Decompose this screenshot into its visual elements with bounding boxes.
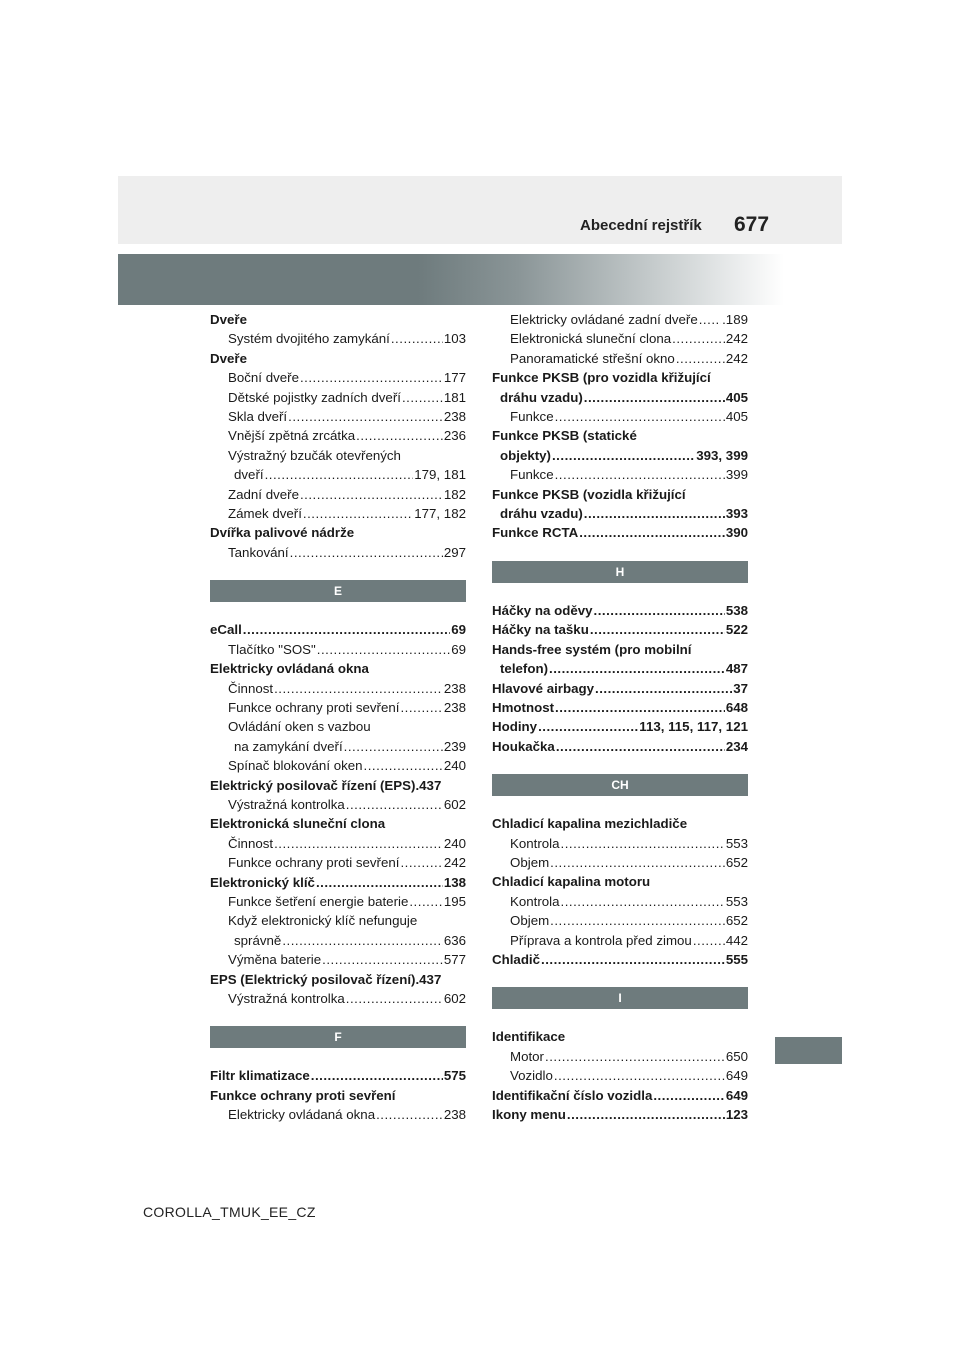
index-heading: objekty) ..... 393, 399: [492, 446, 748, 465]
index-heading: Hodiny ..... 113, 115, 117, 121: [492, 717, 748, 736]
letter-divider-h: H: [492, 561, 748, 583]
index-heading: Identifikace: [492, 1029, 566, 1045]
index-heading: Dveře: [210, 312, 247, 327]
index-entry: Objem ..... 652: [492, 853, 748, 872]
index-heading: Hlavové airbagy ..... 37: [492, 679, 748, 698]
index-heading: Funkce PKSB (pro vozidla křižující: [492, 370, 711, 386]
index-heading: dráhu vzadu) ..... 393: [492, 504, 748, 523]
index-heading: telefon) ..... 487: [492, 659, 748, 678]
index-entry: Výstražná kontrolka ..... 602: [210, 795, 466, 814]
index-heading: Dvířka palivové nádrže: [210, 525, 355, 541]
index-entry: Tlačítko "SOS" ..... 69: [210, 640, 466, 659]
header-gradient-bar: [118, 254, 784, 305]
index-entry: Příprava a kontrola před zimou ..... 442: [492, 931, 748, 950]
index-entry: Dětské pojistky zadních dveří ..... 181: [210, 388, 466, 407]
index-entry: Kontrola ..... 553: [492, 834, 748, 853]
index-heading: Elektrický posilovač řízení (EPS) .437: [210, 777, 442, 793]
letter-divider-i: I: [492, 987, 748, 1009]
index-entry: Funkce ochrany proti sevření ..... 238: [210, 698, 466, 717]
index-entry: Funkce ..... 405: [492, 407, 748, 426]
index-entry: Elektronická sluneční clona ..... 242: [492, 329, 748, 348]
index-entry: Funkce ..... 399: [492, 465, 748, 484]
index-heading: Funkce PKSB (vozidla křižující: [492, 486, 686, 502]
index-heading: eCall ..... 69: [210, 620, 466, 639]
section-title: Abecední rejstřík: [580, 217, 702, 234]
index-entry: Výstražná kontrolka ..... 602: [210, 989, 466, 1008]
letter-divider-ch: CH: [492, 774, 748, 796]
document-code: COROLLA_TMUK_EE_CZ: [143, 1204, 316, 1220]
index-entry: Když elektronický klíč nefunguje: [228, 913, 418, 929]
index-entry: Ovládání oken s vazbou: [228, 719, 371, 735]
page-number: 677: [734, 213, 770, 236]
index-heading: Elektronická sluneční clona: [210, 816, 386, 832]
index-heading: Filtr klimatizace ..... 575: [210, 1066, 466, 1085]
index-entry: Vnější zpětná zrcátka ..... 236: [210, 426, 466, 445]
index-entry: Vozidlo ..... 649: [492, 1066, 748, 1085]
index-entry: Funkce šetření energie baterie ..... 195: [210, 892, 466, 911]
index-heading: Chladicí kapalina motoru: [492, 874, 651, 890]
index-entry: Činnost ..... 240: [210, 834, 466, 853]
index-entry: Panoramatické střešní okno ..... 242: [492, 349, 748, 368]
index-entry: Systém dvojitého zamykání ..... 103: [210, 329, 466, 348]
index-entry: Zámek dveří ..... 177, 182: [210, 504, 466, 523]
index-entry: Elektricky ovládaná okna ..... 238: [210, 1105, 466, 1124]
index-heading: Funkce RCTA ..... 390: [492, 523, 748, 542]
index-heading: dráhu vzadu) ..... 405: [492, 388, 748, 407]
index-heading: Funkce PKSB (statické: [492, 428, 637, 444]
index-entry: Boční dveře ..... 177: [210, 368, 466, 387]
index-entry: na zamykání dveří ..... 239: [210, 737, 466, 756]
index-entry: Tankování ..... 297: [210, 543, 466, 562]
index-heading: Ikony menu ..... 123: [492, 1105, 748, 1124]
index-entry: Spínač blokování oken ..... 240: [210, 756, 466, 775]
index-entry: správně ..... 636: [210, 931, 466, 950]
index-entry: Výstražný bzučák otevřených: [228, 447, 401, 463]
index-heading: Funkce ochrany proti sevření: [210, 1087, 396, 1103]
letter-divider-f: F: [210, 1026, 466, 1048]
letter-divider-e: E: [210, 580, 466, 602]
index-heading: Elektronický klíč ..... 138: [210, 873, 466, 892]
index-heading: Elektricky ovládaná okna: [210, 661, 369, 677]
index-entry: Skla dveří ..... 238: [210, 407, 466, 426]
index-heading: Hmotnost ..... 648: [492, 698, 748, 717]
index-heading: Hands-free systém (pro mobilní: [492, 641, 692, 657]
index-heading: Háčky na tašku ..... 522: [492, 620, 748, 639]
index-heading: Chladicí kapalina mezichladiče: [492, 816, 688, 832]
index-heading: Houkačka ..... 234: [492, 737, 748, 756]
index-heading: EPS (Elektrický posilovač řízení) .437: [210, 971, 442, 987]
index-heading: Identifikační číslo vozidla ..... 649: [492, 1086, 748, 1105]
index-heading: Dveře: [210, 350, 247, 366]
index-heading: Chladič ..... 555: [492, 950, 748, 969]
side-thumb-tab: [775, 1037, 842, 1064]
index-column-left: [210, 310, 466, 1125]
index-heading: Háčky na oděvy ..... 538: [492, 601, 748, 620]
index-entry: Funkce ochrany proti sevření ..... 242: [210, 853, 466, 872]
index-entry: Motor ..... 650: [492, 1047, 748, 1066]
index-entry: Činnost ..... 238: [210, 679, 466, 698]
index-entry: Elektricky ovládané zadní dveře ..... .189: [492, 310, 748, 329]
index-column-right: [492, 310, 748, 1124]
index-entry: Výměna baterie ..... 577: [210, 950, 466, 969]
index-entry: Kontrola ..... 553: [492, 892, 748, 911]
index-entry: Zadní dveře ..... 182: [210, 485, 466, 504]
index-entry: Objem ..... 652: [492, 911, 748, 930]
index-entry: dveří ..... 179, 181: [210, 465, 466, 484]
